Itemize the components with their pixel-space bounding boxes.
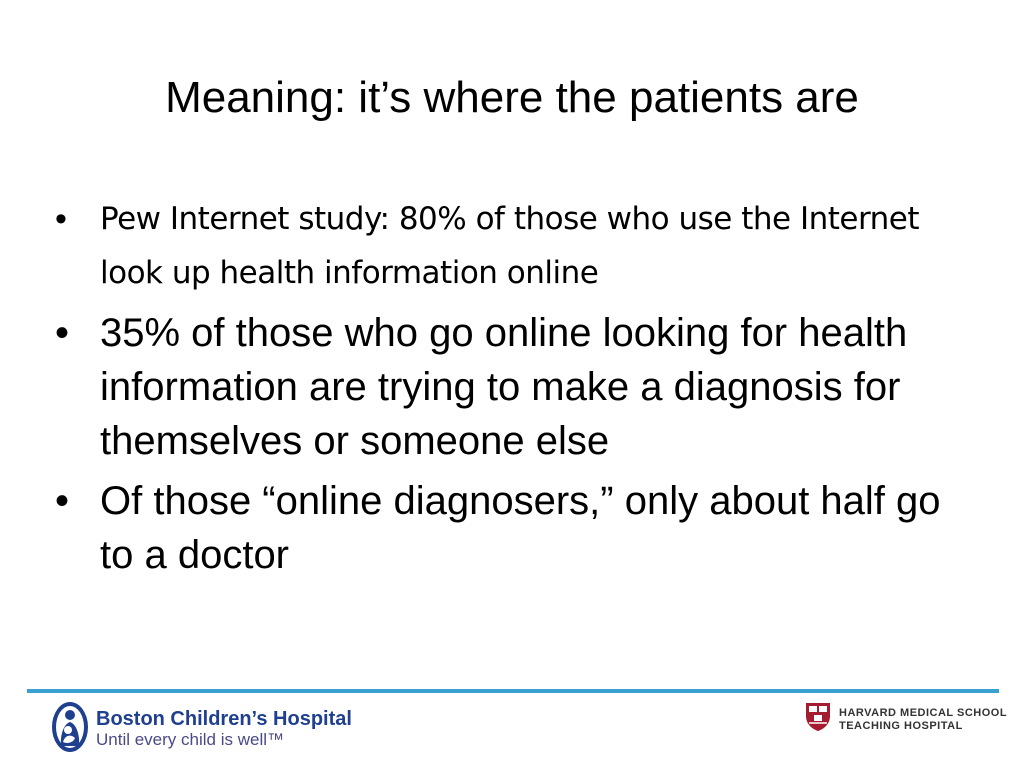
hospital-name: Boston Children’s Hospital: [96, 708, 352, 730]
harvard-line-1: HARVARD MEDICAL SCHOOL: [839, 707, 1008, 719]
harvard-shield-icon: [805, 702, 831, 732]
slide-title: Meaning: it’s where the patients are: [165, 73, 859, 122]
list-item: [55, 192, 975, 300]
bullet-icon: •: [55, 479, 70, 523]
bullet-icon: •: [55, 200, 67, 238]
hospital-tagline: Until every child is well™: [96, 730, 284, 749]
child-mother-emblem-icon: [50, 700, 90, 754]
bullet-text: Pew Internet study: 80% of those who use the Internet look up health information online: [100, 201, 920, 291]
harvard-line-2: TEACHING HOSPITAL: [839, 720, 963, 732]
list-item: [55, 474, 975, 582]
bullet-list: [55, 192, 975, 582]
bullet-text: 35% of those who go online looking for health information are trying to make a diagnosis for themselves or someone else: [100, 311, 908, 463]
list-item: [55, 306, 975, 468]
bullet-text: Of those “online diagnosers,” only about half go to a doctor: [100, 479, 941, 577]
bullet-icon: •: [55, 311, 70, 355]
footer-divider: [27, 689, 999, 693]
